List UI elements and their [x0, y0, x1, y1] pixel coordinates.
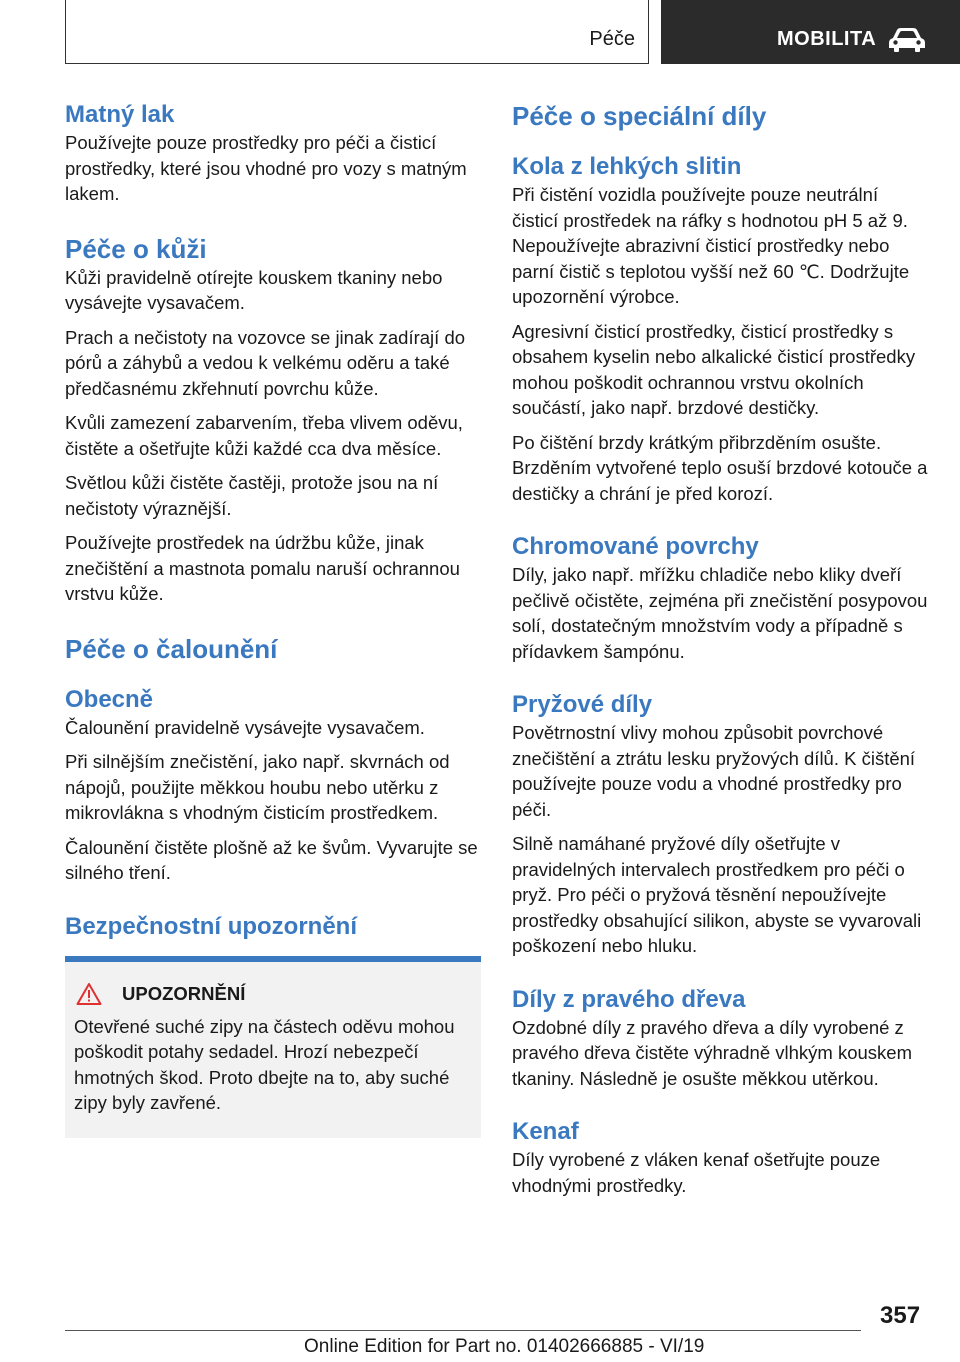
heading-dily-z-praveho-dreva: Díly z pravého dřeva [512, 985, 746, 1013]
car-icon [887, 24, 927, 54]
paragraph: Čalounění čistěte plošně až ke švům. Vyvarujte se silného tření. [65, 836, 478, 883]
section-title: Péče [589, 28, 635, 50]
heading-kenaf: Kenaf [512, 1118, 579, 1145]
paragraph: Kvůli zamezení zabarvením, třeba vlivem oděvu, čistěte a ošetřujte kůži každé cca dva měsíce. [65, 412, 463, 459]
header-frame [65, 0, 649, 64]
warning-triangle-icon [76, 982, 102, 1006]
paragraph: Díly vyrobené z vláken kenaf ošetřujte pouze vhodnými prostředky. [512, 1149, 881, 1196]
warning-box [65, 956, 481, 1138]
heading-chromovane-povrchy: Chromované povrchy [512, 533, 759, 560]
paragraph: Čalounění pravidelně vysávejte vysavačem. [65, 716, 425, 738]
warning-text: Otevřené suché zipy na částech oděvu mohou poškodit potahy sedadel. Hrozí nebezpečí hmotných škod. Proto dbejte na to, aby suché zipy byly zavřené. [74, 1015, 455, 1113]
paragraph: Kůži pravidelně otírejte kouskem tkaniny nebo vysávejte vysavačem. [65, 266, 443, 313]
chapter-tab-label: MOBILITA [777, 28, 877, 50]
paragraph: Prach a nečistoty na vozovce se jinak zadírají do pórů a záhybů a vedou k velkému oděru a také předčasnému zkřehnutí povrchu kůže. [65, 326, 466, 399]
paragraph: Povětrnostní vlivy mohou způsobit povrchové znečištění a ztrátu lesku pryžových dílů. K čištění používejte pouze vodu a vhodné prostředky pro péči. [512, 722, 916, 820]
warning-header [74, 982, 472, 1006]
page-number: 357 [880, 1302, 921, 1329]
paragraph: Světlou kůži čistěte častěji, protože jsou na ní nečistoty výraznější. [65, 472, 439, 519]
footer-divider [65, 1330, 861, 1331]
warning-title: UPOZORNĚNÍ [122, 982, 246, 1004]
left-column [65, 100, 481, 1138]
paragraph: Při čistění vozidla používejte pouze neutrální čisticí prostředek na ráfky s hodnotou pH 5 až 9. Nepoužívejte abrazivní čisticí prostředky nebo parní čistič s teplotou vyšší než 60 ℃. Dodržujte upozornění výrobce. [512, 184, 910, 307]
paragraph: Silně namáhané pryžové díly ošetřujte v pravidelných intervalech prostředkem pro péči o pryž. Pro péči o pryžová těsnění nepoužívejte prostředky obsahující silikon, abyste se vyvarovali poškození nebo hluku. [512, 833, 922, 956]
heading-obecne: Obecně [65, 685, 154, 713]
paragraph: Při silnějším znečistění, jako např. skvrnách od nápojů, použijte měkkou houbu nebo utěrku z mikrovlákna s vhodným čisticím prostředkem. [65, 751, 450, 823]
footer-edition: Online Edition for Part no. 01402666885 - VI/19 [304, 1336, 705, 1357]
paragraph: Ozdobné díly z pravého dřeva a díly vyrobené z pravého dřeva čistěte výhradně vlhkým kouskem tkaniny. Následně je osušte měkkou utěrkou. [512, 1016, 912, 1089]
paragraph: Po čištění brzdy krátkým přibrzděním osušte. Brzděním vytvořené teplo osuší brzdové kotouče a destičky a chrání je před korozí. [512, 431, 928, 504]
heading-pryzove-dily: Pryžové díly [512, 691, 653, 718]
heading-pece-o-specialni-dily: Péče o speciální díly [512, 101, 767, 131]
heading-matny-lak: Matný lak [65, 101, 175, 128]
paragraph: Díly, jako např. mřížku chladiče nebo kliky dveří pečlivě očistěte, zejména při znečistění posypovou solí, dostatečným množstvím vody a případně s přídavkem šampónu. [512, 564, 928, 662]
right-column [512, 100, 928, 1198]
heading-pece-o-kuzi: Péče o kůži [65, 233, 207, 264]
heading-bezpecnostni-upozorneni: Bezpečnostní upozornění [65, 912, 358, 940]
heading-pece-o-calouneni: Péče o čalounění [65, 633, 278, 664]
heading-kola: Kola z lehkých slitin [512, 153, 742, 180]
paragraph: Používejte prostředek na údržbu kůže, jinak znečištění a mastnota pomalu naruší ochrannou vrstvu kůže. [65, 532, 460, 604]
paragraph: Agresivní čisticí prostředky, čisticí prostředky s obsahem kyselin nebo alkalické čisticí prostředky mohou poškodit ochrannou vrstvu okolních součástí, jako např. brzdové destičky. [512, 320, 916, 418]
paragraph: Používejte pouze prostředky pro péči a čisticí prostředky, které jsou vhodné pro vozy s matným lakem. [65, 132, 467, 204]
chapter-tab [661, 0, 960, 64]
